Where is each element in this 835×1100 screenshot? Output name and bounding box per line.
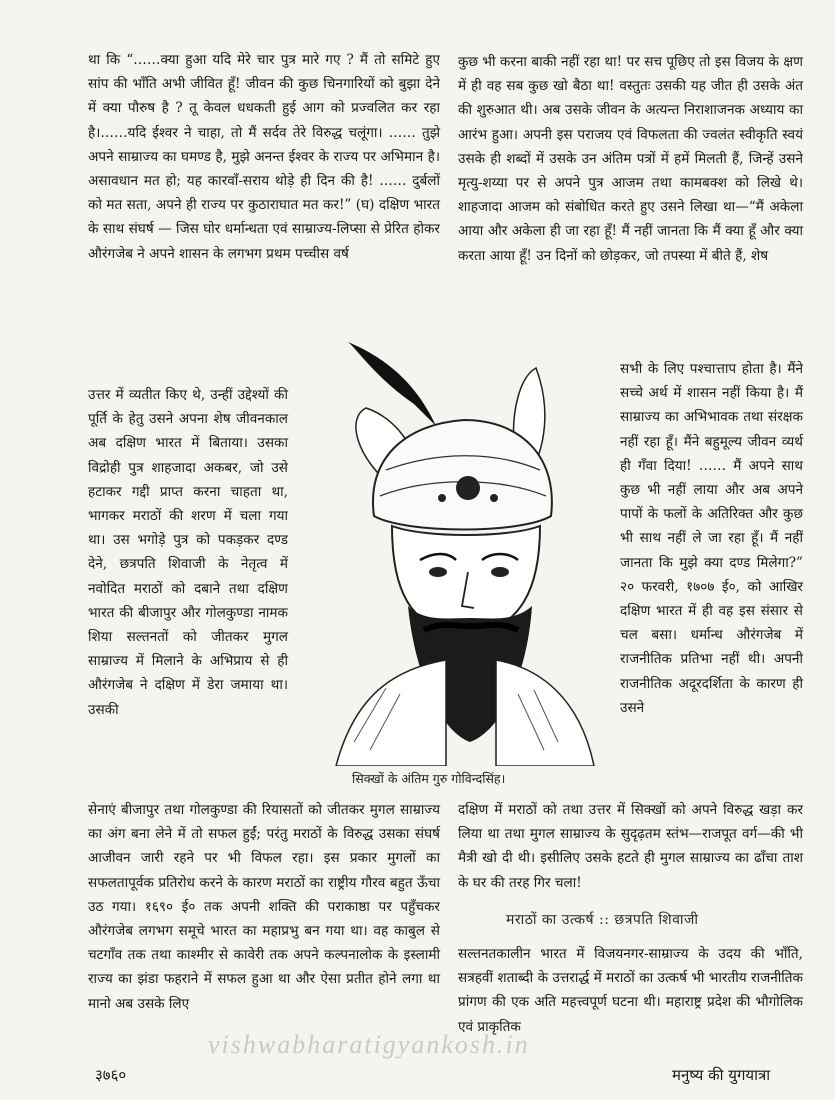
paragraph: सभी के लिए पश्चात्ताप होता है। मैंने सच्चे अर्थ में शासन नहीं किया है। मैं साम्राज्य का अभिभावक तथा संरक्षक नहीं रहा हूँ। मैंने बहुमूल्य जीवन व्यर्थ ही गँवा दिया! …… मैं अपने साथ कुछ भी नहीं लाया और अब अपने पापों के फलों के अतिरिक्त और कुछ भी साथ नहीं ले जा रहा हूँ। मैं नहीं जानता कि मुझे क्या दण्ड मिलेगा?” २० फरवरी, १७०७ ई०, को आखिर दक्षिण भारत में ही वह इस संसार से चल बसा। धर्मान्ध औरंगजेब में राजनीतिक प्रतिभा नहीं थी। अपनी राजनीतिक अदूरदर्शिता के कारण ही उसने <box>620 361 803 716</box>
page-number: ३७६० <box>95 1066 127 1084</box>
paragraph: सल्तनतकालीन भारत में विजयनगर-साम्राज्य के उदय की भाँति, सत्रहवीं शताब्दी के उत्तरार्द्ध में मराठों का उत्कर्ष भी भारतीय राजनीतिक प्रांगण की एक अति महत्त्वपूर्ण घटना थी। महाराष्ट्र प्रदेश की भौगोलिक एवं प्राकृतिक <box>458 946 803 1035</box>
paragraph: कुछ भी करना बाकी नहीं रहा था! पर सच पूछिए तो इस विजय के क्षण में ही वह सब कुछ खो बैठा था! वस्तुतः उसकी यह जीत ही उसके अंत की शुरुआत थी। अब उसके जीवन के अत्यन्त निराशाजनक अध्याय का आरंभ हुआ। अपनी इस पराजय एवं विफलता की ज्वलंत स्वीकृति स्वयं उसके ही शब्दों में उसके उन अंतिम पत्रों में हमें मिलती हैं, जिन्हें उसने मृत्यु-शय्या पर से अपने पुत्र आजम तथा कामबक्श को लिखे थे। शाहजादा आजम को संबोधित करते हुए उसने लिखा था—“मैं अकेला आया और अकेला ही जा रहा हूँ! मैं नहीं जानता कि मैं क्या हूँ और क्या करता आया हूँ! उन दिनों को छोड़कर, जो तपस्या में बीते हैं, शेष <box>458 54 803 264</box>
paragraph: था कि “……क्या हुआ यदि मेरे चार पुत्र मारे गए ? मैं तो समिटे हुए सांप की भाँति अभी जीवित हूँ! जीवन की कुछ चिनगारियों को बुझा देने में क्या पौरुष है ? तू केवल धधकती हुई आग को प्रज्वलित कर रहा है।……यदि ईश्वर ने चाहा, तो मैं सर्दव तेरे विरुद्ध चलूंगा। …… तुझे अपने साम्राज्य का घमण्ड है, मुझे अनन्त ईश्वर के राज्य पर अभिमान है। असावधान मत हो; यह कारवाँ-सराय थोड़े ही दिन की है! …… दुर्बलों को मत सता, अपने ही राज्य पर कुठाराघात मत कर!” (घ) दक्षिण भारत के साथ संघर्ष — जिस घोर धर्मान्धता एवं साम्राज्य-लिप्सा से प्रेरित होकर औरंगजेब ने अपने शासन के लगभग प्रथम पच्चीस वर्ष <box>88 52 440 262</box>
paragraph: सेनाएं बीजापुर तथा गोलकुण्डा की रियासतों को जीतकर मुगल साम्राज्य का अंग बना लेने में तो सफल हुईं; परंतु मराठों के विरुद्ध उसका संघर्ष आजीवन जारी रहने पर भी विफल रहा। इस प्रकार मुगलों का सफलतापूर्वक प्रतिरोध करने के कारण मराठों का राष्ट्रीय गौरव बहुत ऊँचा उठ गया। १६९० ई० तक अपनी शक्ति की पराकाष्ठा पर पहुँचकर औरंगजेब लगभग समूचे भारत का महाप्रभु बन गया था। वह काबुल से चटगाँव तक तथा काश्मीर से कावेरी तक अपने कल्पनालोक के इस्लामी राज्य का झंडा फहराने में सफल हुआ था और ऐसा प्रतीत होने लगा था मानो अब उसके लिए <box>88 802 440 1012</box>
watermark: vishwabharatigyankosh.in <box>208 1030 530 1059</box>
text-block-left-top <box>88 48 440 266</box>
text-block-right-mid <box>458 798 803 895</box>
text-block-left-narrow <box>88 383 288 722</box>
text-block-left-bottom <box>88 798 440 1016</box>
paragraph: उत्तर में व्यतीत किए थे, उन्हीं उद्देश्यों की पूर्ति के हेतु उसने अपना शेष जीवनकाल अब दक्षिण भारत में बिताया। उसका विद्रोही पुत्र शाहजादा अकबर, जो उसे हटाकर गद्दी प्राप्त करना चाहता था, भागकर मराठों की शरण में चला गया था। उस भगोड़े पुत्र को पकड़कर दण्ड देने, छत्रपति शिवाजी के नेतृत्व में नवोदित मराठों को दबाने तथा दक्षिण भारत की बीजापुर और गोलकुण्डा नामक शिया सल्तनतों को जीतकर मुगल साम्राज्य में मिलाने के अभिप्राय से ही औरंगजेब ने दक्षिण में डेरा जमाया था। उसकी <box>88 387 288 718</box>
figure-caption: सिक्खों के अंतिम गुरु गोविन्दसिंह। <box>352 771 506 786</box>
text-block-right-top <box>458 50 803 268</box>
section-heading: मराठों का उत्कर्ष :: छत्रपति शिवाजी <box>506 912 699 928</box>
portrait-illustration <box>296 338 614 766</box>
footer-title: मनुष्य की युगयात्रा <box>672 1066 771 1084</box>
text-block-right-narrow <box>620 357 803 720</box>
paragraph: दक्षिण में मराठों को तथा उत्तर में सिक्खों को अपने विरुद्ध खड़ा कर लिया था तथा मुगल साम्राज्य के सुदृढ़तम स्तंभ—राजपूत वर्ग—की भी मैत्री खो दी थी। इसीलिए उसके हटते ही मुगल साम्राज्य का ढाँचा ताश के घर की तरह गिर चला! <box>458 802 803 891</box>
text-block-right-bottom <box>458 942 803 1039</box>
